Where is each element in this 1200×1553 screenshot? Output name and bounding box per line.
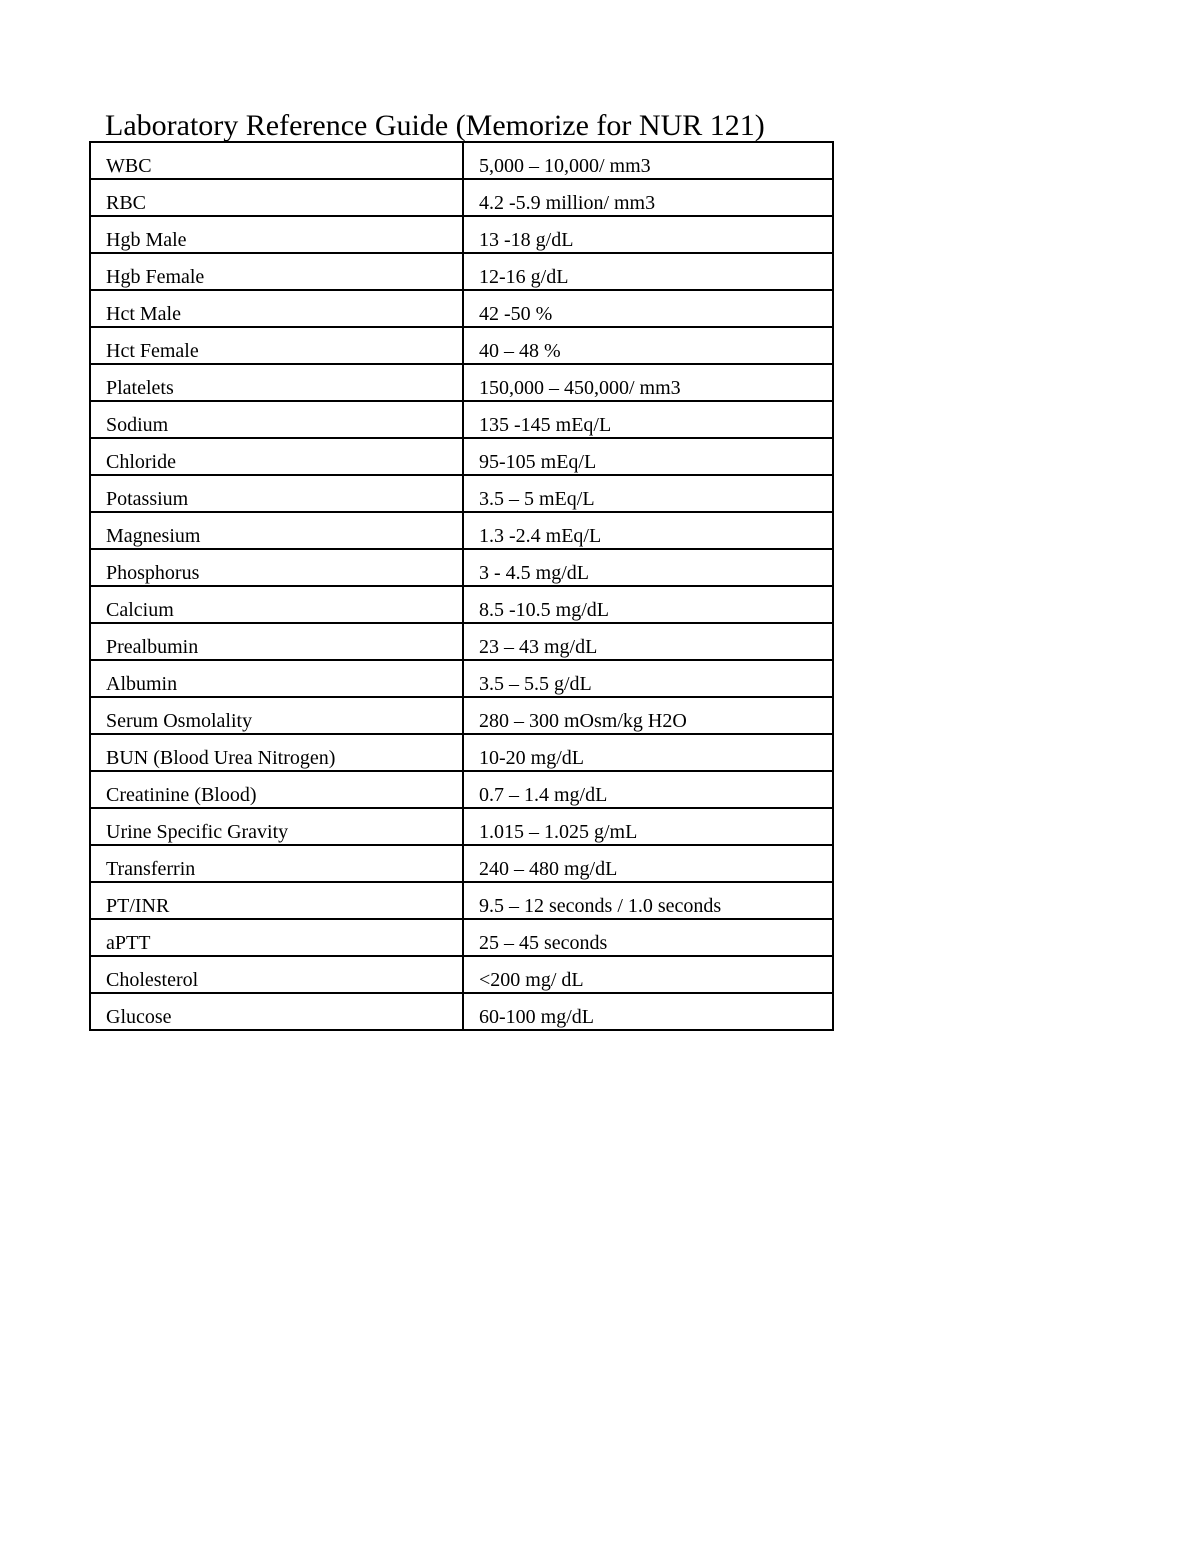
table-row	[90, 401, 833, 438]
test-name-cell: Hct Female	[90, 327, 463, 364]
table-row	[90, 882, 833, 919]
reference-range-cell: 4.2 -5.9 million/ mm3	[463, 179, 833, 216]
reference-range-cell: 12-16 g/dL	[463, 253, 833, 290]
reference-range-cell: 42 -50 %	[463, 290, 833, 327]
reference-range-cell: 40 – 48 %	[463, 327, 833, 364]
test-name-cell: Platelets	[90, 364, 463, 401]
table-row	[90, 734, 833, 771]
table-row	[90, 142, 833, 179]
page-title: Laboratory Reference Guide (Memorize for NUR 121)	[105, 109, 765, 142]
reference-range-cell: 25 – 45 seconds	[463, 919, 833, 956]
test-name-cell: Albumin	[90, 660, 463, 697]
table-row	[90, 364, 833, 401]
table-row	[90, 623, 833, 660]
reference-range-cell: 8.5 -10.5 mg/dL	[463, 586, 833, 623]
table-row	[90, 993, 833, 1030]
table-row	[90, 808, 833, 845]
reference-range-cell: 23 – 43 mg/dL	[463, 623, 833, 660]
table-row	[90, 216, 833, 253]
test-name-cell: PT/INR	[90, 882, 463, 919]
reference-range-cell: 135 -145 mEq/L	[463, 401, 833, 438]
reference-range-cell: 0.7 – 1.4 mg/dL	[463, 771, 833, 808]
test-name-cell: Hgb Male	[90, 216, 463, 253]
reference-range-cell: 13 -18 g/dL	[463, 216, 833, 253]
reference-range-cell: 10-20 mg/dL	[463, 734, 833, 771]
reference-range-cell: 1.015 – 1.025 g/mL	[463, 808, 833, 845]
table-row	[90, 512, 833, 549]
table-row	[90, 549, 833, 586]
test-name-cell: RBC	[90, 179, 463, 216]
reference-range-cell: 5,000 – 10,000/ mm3	[463, 142, 833, 179]
table-row	[90, 475, 833, 512]
test-name-cell: Creatinine (Blood)	[90, 771, 463, 808]
table-row	[90, 586, 833, 623]
test-name-cell: Prealbumin	[90, 623, 463, 660]
reference-range-cell: 3 - 4.5 mg/dL	[463, 549, 833, 586]
test-name-cell: Serum Osmolality	[90, 697, 463, 734]
reference-range-cell: 3.5 – 5.5 g/dL	[463, 660, 833, 697]
reference-range-cell: 9.5 – 12 seconds / 1.0 seconds	[463, 882, 833, 919]
table-row	[90, 438, 833, 475]
test-name-cell: Hct Male	[90, 290, 463, 327]
reference-range-cell: 150,000 – 450,000/ mm3	[463, 364, 833, 401]
table-row	[90, 179, 833, 216]
test-name-cell: Hgb Female	[90, 253, 463, 290]
table-row	[90, 290, 833, 327]
test-name-cell: Magnesium	[90, 512, 463, 549]
test-name-cell: aPTT	[90, 919, 463, 956]
table-row	[90, 697, 833, 734]
test-name-cell: BUN (Blood Urea Nitrogen)	[90, 734, 463, 771]
reference-range-cell: 3.5 – 5 mEq/L	[463, 475, 833, 512]
table-row	[90, 771, 833, 808]
test-name-cell: Sodium	[90, 401, 463, 438]
test-name-cell: Transferrin	[90, 845, 463, 882]
table-row	[90, 845, 833, 882]
reference-range-cell: 240 – 480 mg/dL	[463, 845, 833, 882]
lab-reference-table-body	[90, 142, 833, 1030]
reference-range-cell: 60-100 mg/dL	[463, 993, 833, 1030]
test-name-cell: Phosphorus	[90, 549, 463, 586]
table-row	[90, 253, 833, 290]
test-name-cell: Cholesterol	[90, 956, 463, 993]
test-name-cell: Potassium	[90, 475, 463, 512]
table-row	[90, 327, 833, 364]
test-name-cell: Glucose	[90, 993, 463, 1030]
reference-range-cell: 1.3 -2.4 mEq/L	[463, 512, 833, 549]
lab-reference-table	[89, 141, 834, 1031]
reference-range-cell: 280 – 300 mOsm/kg H2O	[463, 697, 833, 734]
test-name-cell: Calcium	[90, 586, 463, 623]
reference-range-cell: <200 mg/ dL	[463, 956, 833, 993]
table-row	[90, 956, 833, 993]
table-row	[90, 919, 833, 956]
table-row	[90, 660, 833, 697]
test-name-cell: WBC	[90, 142, 463, 179]
test-name-cell: Chloride	[90, 438, 463, 475]
test-name-cell: Urine Specific Gravity	[90, 808, 463, 845]
reference-range-cell: 95-105 mEq/L	[463, 438, 833, 475]
